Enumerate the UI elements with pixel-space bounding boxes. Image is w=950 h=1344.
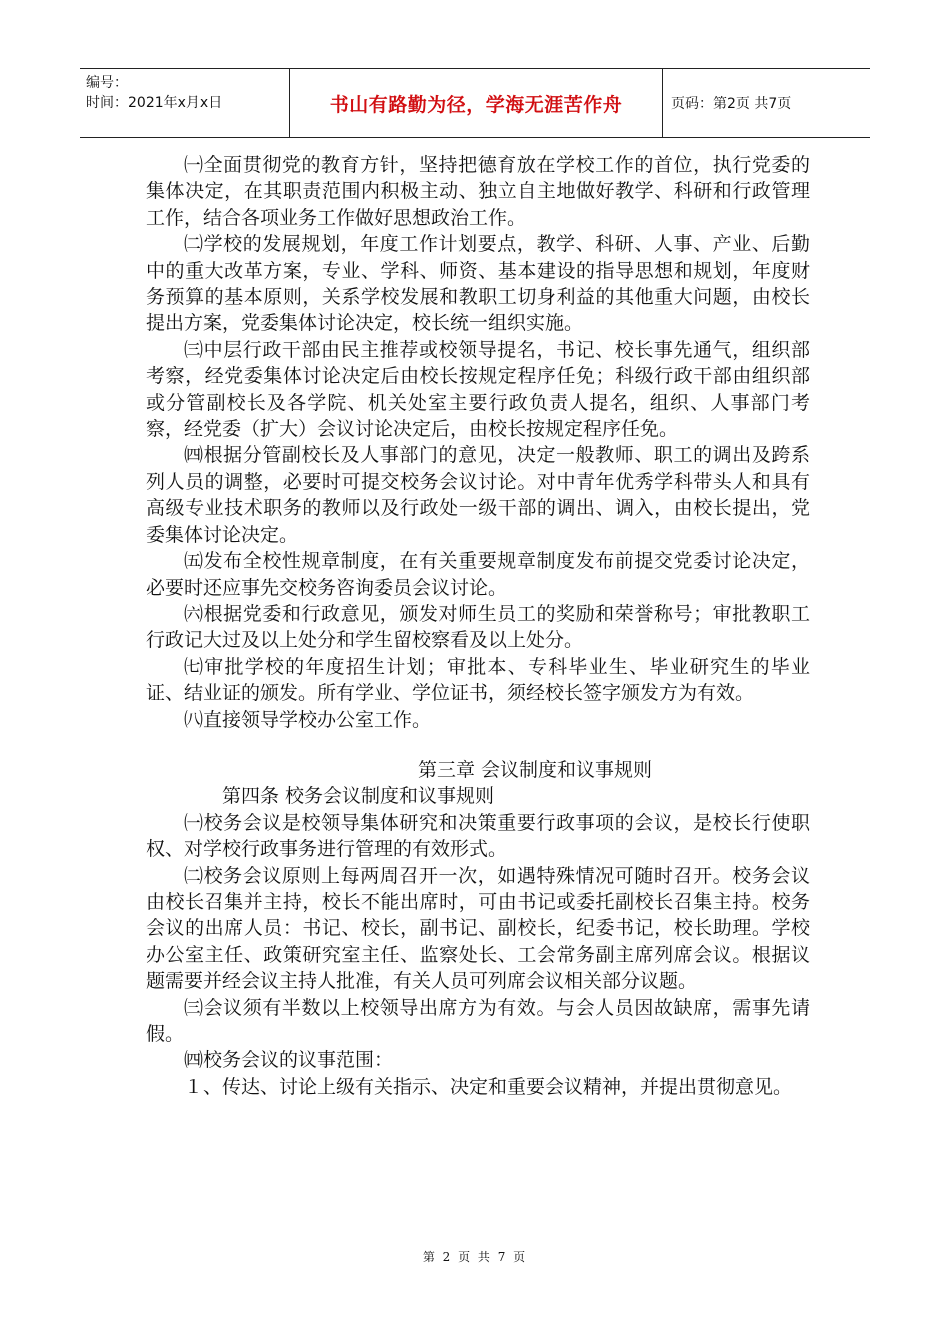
paragraph: ㈣校务会议的议事范围：: [184, 1049, 394, 1072]
page-header: [80, 68, 870, 138]
chapter-title: 第三章 会议制度和议事规则: [417, 758, 653, 781]
paragraph: ㈢会议须有半数以上校领导出席方为有效。与会人员因故缺席，需事先请假。: [146, 996, 810, 1045]
paragraph: ㈣根据分管副校长及人事部门的意见，决定一般教师、职工的调出及跨系列人员的调整，必要时可提交校务会议讨论。对中青年优秀学科带头人和具有高级专业技术职务的教师以及行政处一级干部的调出、调入，由校长提出，党委集体讨论决定。: [146, 444, 810, 546]
paragraph: ㈡学校的发展规划，年度工作计划要点，教学、科研、人事、产业、后勤中的重大改革方案，专业、学科、师资、基本建设的指导思想和规划，年度财务预算的基本原则，关系学校发展和教职工切身利益的其他重大问题，由校长提出方案，党委集体讨论决定，校长统一组织实施。: [146, 233, 810, 335]
document-body: [146, 152, 810, 1100]
paragraph: ㈥根据党委和行政意见，颁发对师生员工的奖励和荣誉称号；审批教职工行政记大过及以上处分和学生留校察看及以上处分。: [146, 602, 810, 652]
paragraph: １、传达、讨论上级有关指示、决定和重要会议精神，并提出贯彻意见。: [184, 1075, 793, 1098]
header-page-info: 页码：第2页 共7页: [671, 96, 792, 112]
paragraph: ㈤发布全校性规章制度，在有关重要规章制度发布前提交党委讨论决定，必要时还应事先交校务咨询委员会议讨论。: [146, 550, 810, 599]
header-motto: 书山有路勤为径，学海无涯苦作舟: [290, 69, 663, 137]
time-label: 时间：2021年x月x日: [86, 95, 223, 111]
paragraph: ㈧直接领导学校办公室工作。: [184, 708, 432, 731]
paragraph: ㈡校务会议原则上每两周召开一次，如遇特殊情况可随时召开。校务会议由校长召集并主持，校长不能出席时，可由书记或委托副校长召集主持。校务会议的出席人员：书记、校长，副书记、副校长，纪委书记，校长助理。学校办公室主任、政策研究室主任、监察处长、工会常务副主席列席会议。根据议题需要并经会议主持人批准，有关人员可列席会议相关部分议题。: [146, 864, 810, 993]
number-label: 编号：: [86, 75, 128, 91]
paragraph: ㈠全面贯彻党的教育方针，坚持把德育放在学校工作的首位，执行党委的集体决定，在其职责范围内积极主动、独立自主地做好教学、科研和行政管理工作，结合各项业务工作做好思想政治工作。: [146, 154, 810, 229]
paragraph: ㈠校务会议是校领导集体研究和决策重要行政事项的会议，是校长行使职权、对学校行政事务进行管理的有效形式。: [146, 811, 810, 861]
paragraph: ㈦审批学校的年度招生计划；审批本、专科毕业生、毕业研究生的毕业证、结业证的颁发。所有学业、学位证书，须经校长签字颁发方为有效。: [146, 655, 810, 705]
header-meta: [80, 69, 290, 137]
article-title: 第四条 校务会议制度和议事规则: [222, 785, 495, 808]
page-footer: 第 2 页 共 7 页: [422, 1250, 528, 1264]
paragraph: ㈢中层行政干部由民主推荐或校领导提名，书记、校长事先通气，组织部考察，经党委集体讨论决定后由校长按规定程序任免；科级行政干部由组织部或分管副校长及各学院、机关处室主要行政负责人提名，组织、人事部门考察，经党委（扩大）会议讨论决定后，由校长按规定程序任免。: [146, 338, 810, 441]
